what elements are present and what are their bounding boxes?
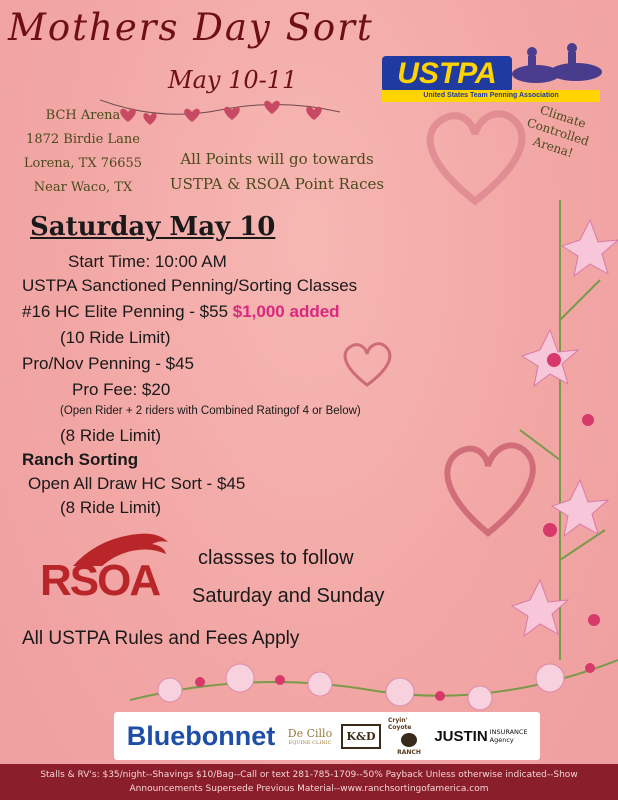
- ustpa-logo: USTPA: [382, 56, 512, 92]
- ustpa-full-name: United States Team Penning Association: [382, 90, 600, 102]
- coyote-icon: [401, 733, 417, 747]
- kd-logo: K&D: [341, 724, 380, 749]
- ranch-sorting-heading: Ranch Sorting: [22, 450, 139, 469]
- points-line-1: All Points will go towards: [180, 150, 374, 168]
- footer: [0, 764, 618, 800]
- venue-name: BCH Arena: [45, 108, 121, 123]
- sponsor-kd: [338, 712, 384, 760]
- sponsor-justin: [432, 712, 538, 760]
- points-note: [162, 147, 392, 197]
- schedule-day: Saturday May 10: [30, 212, 276, 242]
- footer-line-1: Stalls & RV's: $35/night--Shavings $10/Bag--Call or text 281-785-1709--50% Payback Unless otherwise indicated--Show: [40, 770, 578, 780]
- venue-near: Near Waco, TX: [33, 180, 133, 195]
- open-rider-note: (Open Rider + 2 riders with Combined Ratingof 4 or Below): [60, 405, 361, 417]
- footer-line-2: Announcements Supersede Previous Material--www.ranchsortingofamerica.com: [129, 784, 489, 794]
- venue-info: [20, 104, 146, 200]
- start-time: Start Time: 10:00 AM: [68, 252, 227, 271]
- hc-elite-limit: (10 Ride Limit): [60, 328, 171, 347]
- riders-silhouette-icon: [506, 36, 610, 92]
- justin-sub: INSURANCE Agency: [489, 728, 528, 744]
- sponsor-bar: [114, 712, 540, 760]
- hc-elite-label: #16 HC Elite Penning - $55: [22, 302, 229, 321]
- event-title: Mothers Day Sort: [8, 6, 374, 49]
- rsoa-logo: RSOA: [40, 556, 160, 605]
- sanctioned-classes: USTPA Sanctioned Penning/Sorting Classes: [22, 276, 358, 295]
- coyote-sub: RANCH: [397, 748, 421, 756]
- rsoa-follow: classses to follow: [198, 547, 354, 569]
- rsoa-days: Saturday and Sunday: [192, 585, 385, 607]
- rules-note: All USTPA Rules and Fees Apply: [22, 628, 300, 649]
- hc-elite-added: $1,000 added: [232, 302, 340, 321]
- decillo-name: De Cillo: [287, 726, 333, 740]
- coyote-name: Cryin' Coyote: [388, 716, 412, 731]
- justin-name: JUSTIN: [434, 727, 488, 745]
- lily-flowers-icon: [500, 200, 618, 660]
- venue-city: Lorena, TX 76655: [23, 156, 143, 171]
- open-all-draw-limit: (8 Ride Limit): [60, 498, 162, 517]
- open-all-draw-class: Open All Draw HC Sort - $45: [28, 474, 246, 493]
- decillo-sub: EQUINE CLINIC: [288, 739, 332, 746]
- pro-nov-limit: (8 Ride Limit): [60, 426, 162, 445]
- pro-fee: Pro Fee: $20: [72, 380, 171, 399]
- sponsor-coyote: [388, 712, 430, 760]
- event-dates: May 10-11: [168, 66, 298, 94]
- sponsor-bluebonnet: Bluebonnet: [126, 720, 276, 751]
- pro-nov-class: Pro/Nov Penning - $45: [22, 354, 194, 373]
- points-line-2: USTPA & RSOA Point Races: [169, 175, 385, 193]
- climate-note: Climate Controlled Arena!: [525, 102, 591, 161]
- heart-outline-small-icon: [340, 340, 394, 388]
- hc-elite-class: [22, 302, 340, 322]
- sponsor-decillo: [286, 712, 334, 760]
- venue-address: 1872 Birdie Lane: [26, 132, 140, 147]
